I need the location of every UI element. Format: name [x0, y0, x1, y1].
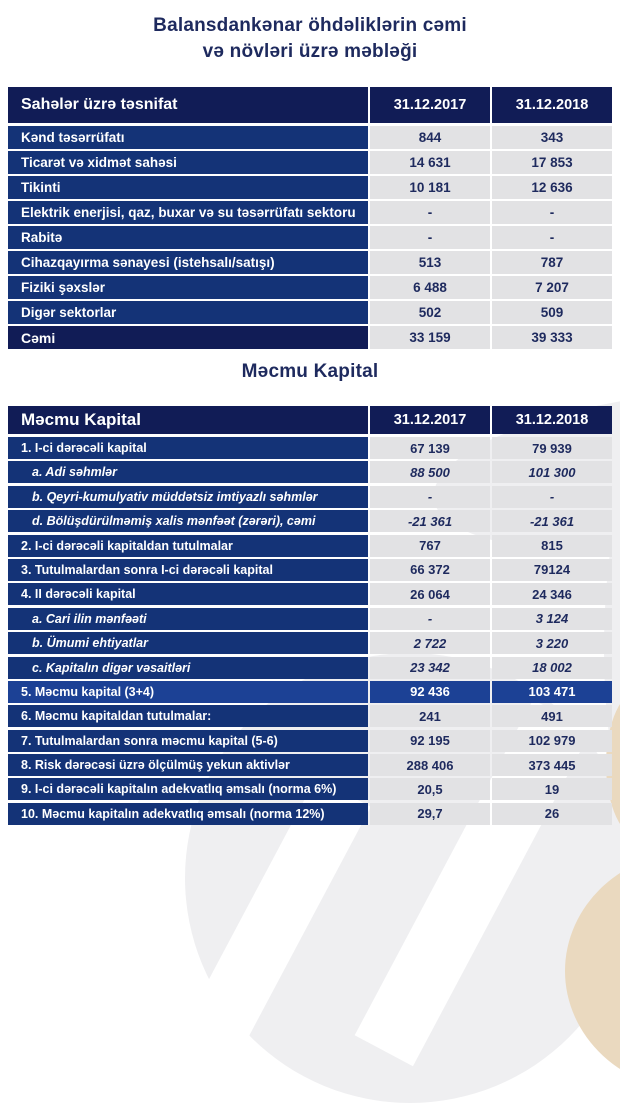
table-row [8, 730, 612, 752]
row-value-2017: - [370, 486, 490, 508]
row-value-2018: 3 220 [492, 632, 612, 654]
page-title-line2: və növləri üzrə məbləği [202, 41, 418, 62]
row-value-2017: 502 [370, 301, 490, 324]
table-row [8, 437, 612, 459]
table-header-row [8, 87, 612, 123]
row-value-2018: 101 300 [492, 461, 612, 483]
row-value-2017: 2 722 [370, 632, 490, 654]
table-row [8, 151, 612, 174]
row-value-2017: - [370, 608, 490, 630]
table-row [8, 461, 612, 483]
row-value-2018: 24 346 [492, 583, 612, 605]
table-row [8, 486, 612, 508]
row-label: b. Ümumi ehtiyatlar [8, 632, 368, 654]
row-value-2018: - [492, 226, 612, 249]
row-label: Elektrik enerjisi, qaz, buxar və su təsərrüfatı sektoru [8, 201, 368, 224]
row-value-2018: -21 361 [492, 510, 612, 532]
table-body [8, 126, 612, 349]
row-value-2017: - [370, 226, 490, 249]
row-value-2018: 787 [492, 251, 612, 274]
page-title [0, 13, 620, 65]
row-label: Rabitə [8, 226, 368, 249]
row-label: d. Bölüşdürülməmiş xalis mənfəət (zərəri), cəmi [8, 510, 368, 532]
row-value-2017: 29,7 [370, 803, 490, 825]
row-value-2017: 26 064 [370, 583, 490, 605]
row-label: 9. I-ci dərəcəli kapitalın adekvatlıq əmsalı (norma 6%) [8, 778, 368, 800]
section-title: Məcmu Kapital [241, 361, 379, 382]
table-row [8, 754, 612, 776]
report-page [0, 13, 620, 825]
row-value-2018: 373 445 [492, 754, 612, 776]
table-total-capital [8, 406, 612, 825]
row-label: 5. Məcmu kapital (3+4) [8, 681, 368, 703]
row-label: 2. I-ci dərəcəli kapitaldan tutulmalar [8, 535, 368, 557]
row-value-2017: 67 139 [370, 437, 490, 459]
row-value-2018: 19 [492, 778, 612, 800]
row-value-2017: 66 372 [370, 559, 490, 581]
row-label: Kənd təsərrüfatı [8, 126, 368, 149]
row-value-2017: 20,5 [370, 778, 490, 800]
row-value-2018: - [492, 486, 612, 508]
row-label: c. Kapitalın digər vəsaitləri [8, 657, 368, 679]
row-value-2017: 92 195 [370, 730, 490, 752]
header-date-2018: 31.12.2018 [492, 406, 612, 434]
row-value-2018: - [492, 201, 612, 224]
table-row [8, 226, 612, 249]
row-value-2018: 815 [492, 535, 612, 557]
table-row [8, 559, 612, 581]
row-label: Cihazqayırma sənayesi (istehsalı/satışı) [8, 251, 368, 274]
table-row [8, 326, 612, 349]
row-value-2018: 103 471 [492, 681, 612, 703]
row-value-2017: 23 342 [370, 657, 490, 679]
table-row [8, 608, 612, 630]
page-title-line1: Balansdankənar öhdəliklərin cəmi [153, 15, 467, 36]
row-label: 3. Tutulmalardan sonra I-ci dərəcəli kapital [8, 559, 368, 581]
row-label: a. Adi səhmlər [8, 461, 368, 483]
table-row [8, 803, 612, 825]
row-value-2017: 6 488 [370, 276, 490, 299]
table-body [8, 437, 612, 825]
row-value-2018: 26 [492, 803, 612, 825]
table-row [8, 632, 612, 654]
table-row [8, 276, 612, 299]
table-row [8, 510, 612, 532]
row-label: 4. II dərəcəli kapital [8, 583, 368, 605]
row-value-2017: 767 [370, 535, 490, 557]
table-row [8, 535, 612, 557]
row-value-2017: 88 500 [370, 461, 490, 483]
row-value-2017: 844 [370, 126, 490, 149]
row-label: Tikinti [8, 176, 368, 199]
table-row [8, 176, 612, 199]
table-offbalance-liabilities [8, 87, 612, 349]
row-label: Digər sektorlar [8, 301, 368, 324]
table-row [8, 778, 612, 800]
table-row [8, 301, 612, 324]
row-value-2018: 17 853 [492, 151, 612, 174]
row-label: Ticarət və xidmət sahəsi [8, 151, 368, 174]
row-value-2018: 7 207 [492, 276, 612, 299]
row-value-2018: 343 [492, 126, 612, 149]
row-value-2017: 10 181 [370, 176, 490, 199]
header-date-2017: 31.12.2017 [370, 406, 490, 434]
row-label: 1. I-ci dərəcəli kapital [8, 437, 368, 459]
row-value-2018: 102 979 [492, 730, 612, 752]
row-label: b. Qeyri-kumulyativ müddətsiz imtiyazlı səhmlər [8, 486, 368, 508]
row-value-2018: 509 [492, 301, 612, 324]
row-value-2018: 79 939 [492, 437, 612, 459]
row-value-2017: 513 [370, 251, 490, 274]
row-value-2018: 79124 [492, 559, 612, 581]
row-value-2017: 92 436 [370, 681, 490, 703]
row-value-2017: 33 159 [370, 326, 490, 349]
row-label: 8. Risk dərəcəsi üzrə ölçülmüş yekun aktivlər [8, 754, 368, 776]
table-row [8, 681, 612, 703]
table-row [8, 705, 612, 727]
row-label: 6. Məcmu kapitaldan tutulmalar: [8, 705, 368, 727]
header-date-2018: 31.12.2018 [492, 87, 612, 123]
row-value-2018: 491 [492, 705, 612, 727]
table-row [8, 657, 612, 679]
table-header-row [8, 406, 612, 434]
row-value-2018: 3 124 [492, 608, 612, 630]
row-value-2017: -21 361 [370, 510, 490, 532]
table-row [8, 126, 612, 149]
row-value-2017: - [370, 201, 490, 224]
row-label: 10. Məcmu kapitalın adekvatlıq əmsalı (norma 12%) [8, 803, 368, 825]
table-row [8, 583, 612, 605]
table-row [8, 251, 612, 274]
header-date-2017: 31.12.2017 [370, 87, 490, 123]
row-label: 7. Tutulmalardan sonra məcmu kapital (5-6) [8, 730, 368, 752]
row-value-2018: 12 636 [492, 176, 612, 199]
row-value-2017: 241 [370, 705, 490, 727]
row-value-2017: 14 631 [370, 151, 490, 174]
header-capital: Məcmu Kapital [8, 406, 368, 434]
row-value-2018: 39 333 [492, 326, 612, 349]
table-row [8, 201, 612, 224]
row-value-2018: 18 002 [492, 657, 612, 679]
row-value-2017: 288 406 [370, 754, 490, 776]
row-label: Fiziki şəxslər [8, 276, 368, 299]
row-label: Cəmi [8, 326, 368, 349]
header-classification: Sahələr üzrə təsnifat [8, 87, 368, 123]
row-label: a. Cari ilin mənfəəti [8, 608, 368, 630]
